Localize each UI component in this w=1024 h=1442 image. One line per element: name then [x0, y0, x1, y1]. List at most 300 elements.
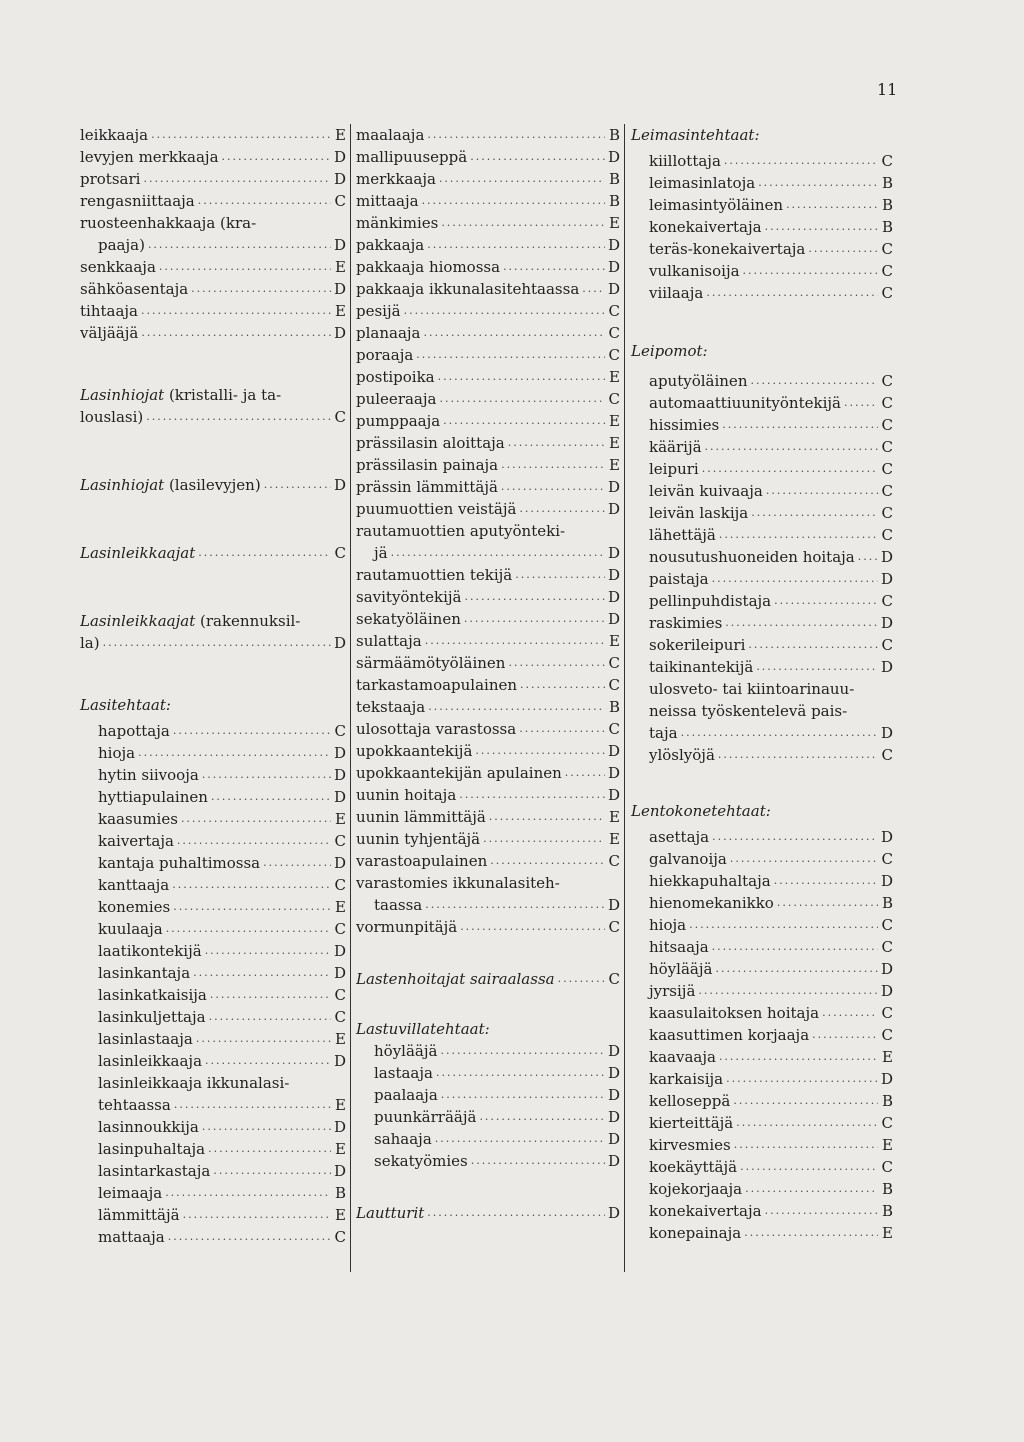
list-item [80, 918, 346, 940]
occupation-name: taja [649, 724, 678, 742]
leader-dots [715, 958, 878, 980]
occupation-name: ruosteenhakkaaja (kra- [80, 214, 257, 232]
section-entry: louslasi) ..... C [80, 406, 346, 428]
leader-dots [745, 1178, 878, 1200]
leader-dots [730, 848, 878, 870]
list-item [631, 502, 893, 524]
list-item [631, 370, 893, 392]
list-item [356, 762, 620, 784]
leader-dots [441, 212, 605, 234]
leader-dots [211, 786, 331, 808]
leader-dots [858, 546, 878, 568]
wage-class-code: E [335, 1096, 346, 1114]
leader-dots [702, 458, 878, 480]
leader-dots [822, 1002, 878, 1024]
page-number: 11 [877, 80, 898, 99]
list-item [631, 980, 893, 1002]
leader-dots [202, 764, 331, 786]
wage-class-code: D [881, 724, 893, 742]
wage-class-code: C [881, 416, 893, 434]
leader-dots [440, 1040, 605, 1062]
list-item [631, 1046, 893, 1068]
list-item [356, 366, 620, 388]
column-3 [631, 124, 893, 1244]
wage-class-code: E [335, 126, 346, 144]
occupation-name: rengasniittaaja [80, 192, 195, 210]
list-item [631, 700, 893, 722]
leader-dots [705, 436, 878, 458]
wage-class-code: E [609, 434, 620, 452]
leader-dots [423, 322, 605, 344]
list-item [356, 872, 620, 894]
list-item [631, 194, 893, 216]
list-item [356, 608, 620, 630]
wage-class-code: C [334, 722, 346, 740]
leader-dots [765, 216, 878, 238]
occupation-name: leivän kuivaaja [649, 482, 763, 500]
list-item [80, 764, 346, 786]
occupation-name: laatikontekijä [98, 942, 202, 960]
occupation-name: lasintarkastaja [98, 1162, 211, 1180]
wage-class-code: C [881, 1158, 893, 1176]
list-item [356, 718, 620, 740]
list-item [80, 720, 346, 742]
list-item [80, 124, 346, 146]
occupation-name: maalaaja [356, 126, 425, 144]
wage-class-code: C [881, 746, 893, 764]
wage-class-code: B [881, 196, 893, 214]
occupation-name: lasinlastaaja [98, 1030, 193, 1048]
list-item [356, 806, 620, 828]
wage-class-code: D [334, 744, 346, 762]
list-item [356, 278, 620, 300]
occupation-name: tekstaaja [356, 698, 426, 716]
list-item [631, 480, 893, 502]
list-item [631, 282, 893, 304]
leader-dots [712, 936, 878, 958]
occupation-name: lämmittäjä [98, 1206, 180, 1224]
list-item [631, 172, 893, 194]
list-item [356, 1062, 620, 1084]
list-item [80, 1072, 346, 1094]
occupation-name: lasinkatkaisija [98, 986, 207, 1004]
leader-dots [427, 234, 605, 256]
section-heading: Lentokonetehtaat: [631, 802, 771, 820]
occupation-name: konemies [98, 898, 171, 916]
list-item [631, 1024, 893, 1046]
leader-dots [213, 1160, 331, 1182]
list-item [80, 742, 346, 764]
list-item [356, 784, 620, 806]
list-item [80, 168, 346, 190]
list-item [80, 1160, 346, 1182]
wage-class-code: E [609, 632, 620, 650]
section-entry: Lasinhiojat (kristalli- ja ta- [80, 386, 282, 404]
occupation-name: hienomekanikko [649, 894, 774, 912]
occupation-name: kaasumies [98, 810, 178, 828]
wage-class-code: D [608, 742, 620, 760]
occupation-name: raskimies [649, 614, 723, 632]
occupation-name: kojekorjaaja [649, 1180, 743, 1198]
leader-dots [520, 674, 605, 696]
leader-dots [159, 256, 331, 278]
wage-class-code: D [608, 1086, 620, 1104]
wage-class-code: B [881, 894, 893, 912]
leader-dots [151, 124, 331, 146]
leader-dots [733, 1090, 878, 1112]
list-item [356, 476, 620, 498]
list-item [80, 146, 346, 168]
occupation-name: protsari [80, 170, 141, 188]
occupation-name: mattaaja [98, 1228, 165, 1246]
occupation-name: sulattaja [356, 632, 422, 650]
wage-class-code: E [609, 214, 620, 232]
list-item [356, 212, 620, 234]
wage-class-code: C [881, 1004, 893, 1022]
wage-class-code: D [608, 1108, 620, 1126]
list-item [356, 234, 620, 256]
leader-dots [740, 1156, 878, 1178]
list-item [80, 1006, 346, 1028]
list-item [631, 958, 893, 980]
occupation-name: kaavaaja [649, 1048, 716, 1066]
leader-dots [744, 1222, 878, 1244]
occupation-name: pakkaaja [356, 236, 425, 254]
occupation-name: lasinkantaja [98, 964, 191, 982]
wage-class-code: B [881, 1180, 893, 1198]
occupation-list [356, 124, 620, 938]
leader-dots [168, 1226, 331, 1248]
list-item [631, 678, 893, 700]
wage-class-code: C [881, 262, 893, 280]
occupation-name: galvanoija [649, 850, 727, 868]
leader-dots [515, 564, 605, 586]
list-item [356, 256, 620, 278]
list-item [80, 1094, 346, 1116]
wage-class-code: C [881, 372, 893, 390]
leader-dots [756, 656, 878, 678]
wage-class-code: E [335, 258, 346, 276]
leader-dots [173, 896, 331, 918]
occupation-name: automaattiuunityöntekijä [649, 394, 841, 412]
occupation-name: varastoapulainen [356, 852, 488, 870]
leader-dots [141, 322, 331, 344]
occupation-name: neissa työskentelevä pais- [649, 702, 848, 720]
list-item [80, 1050, 346, 1072]
list-item [356, 454, 620, 476]
occupation-name: väljääjä [80, 324, 139, 342]
wage-class-code: D [334, 788, 346, 806]
leader-dots [404, 300, 605, 322]
wage-class-code: D [334, 148, 346, 166]
column-divider [624, 124, 625, 1272]
occupation-name: sähköasentaja [80, 280, 189, 298]
wage-class-code: D [608, 148, 620, 166]
list-item [631, 414, 893, 436]
leader-dots [425, 894, 605, 916]
leader-dots [681, 722, 878, 744]
list-item [631, 870, 893, 892]
list-item [80, 234, 346, 256]
wage-class-code: C [881, 526, 893, 544]
occupation-name: pesijä [356, 302, 401, 320]
wage-class-code: C [881, 916, 893, 934]
leader-dots [138, 742, 331, 764]
occupation-name: konekaivertaja [649, 218, 762, 236]
list-item [356, 432, 620, 454]
list-item [356, 674, 620, 696]
wage-class-code: D [608, 896, 620, 914]
wage-class-code: C [881, 240, 893, 258]
leader-dots [719, 524, 878, 546]
wage-class-code: C [608, 720, 620, 738]
wage-class-code: E [882, 1224, 893, 1242]
list-item [356, 1128, 620, 1150]
list-item [80, 1028, 346, 1050]
wage-class-code: D [334, 766, 346, 784]
list-item [631, 568, 893, 590]
list-item [356, 1150, 620, 1172]
wage-class-code: D [608, 764, 620, 782]
list-item [631, 848, 893, 870]
leader-dots [172, 874, 331, 896]
leader-dots [428, 696, 605, 718]
occupation-name: paaja) [98, 236, 145, 254]
wage-class-code: C [608, 390, 620, 408]
wage-class-code: D [608, 566, 620, 584]
occupation-name: kaivertaja [98, 832, 174, 850]
occupation-name: postipoika [356, 368, 435, 386]
list-item [631, 722, 893, 744]
occupation-name: vormunpitäjä [356, 918, 458, 936]
leader-dots [263, 852, 331, 874]
occupation-name: teräs-konekaivertaja [649, 240, 806, 258]
leader-dots [736, 1112, 878, 1134]
leader-dots [808, 238, 878, 260]
list-item [356, 498, 620, 520]
occupation-name: uunin lämmittäjä [356, 808, 486, 826]
wage-class-code: B [608, 192, 620, 210]
wage-class-code: C [881, 394, 893, 412]
leader-dots [427, 124, 605, 146]
occupation-name: merkkaaja [356, 170, 436, 188]
wage-class-code: C [334, 920, 346, 938]
section-heading: Lasitehtaat: [80, 696, 171, 714]
occupation-name: lasinkuljettaja [98, 1008, 206, 1026]
list-item [356, 146, 620, 168]
leader-dots [193, 962, 331, 984]
occupation-name: paalaaja [374, 1086, 438, 1104]
wage-class-code: D [608, 544, 620, 562]
leader-dots [210, 984, 331, 1006]
leader-dots [435, 1128, 605, 1150]
occupation-name: hioja [98, 744, 136, 762]
wage-class-code: D [881, 570, 893, 588]
leader-dots [519, 718, 605, 740]
occupation-name: varastomies ikkunalasiteh- [356, 874, 560, 892]
occupation-name: leimaaja [98, 1184, 163, 1202]
wage-class-code: D [334, 964, 346, 982]
leader-dots [465, 586, 606, 608]
wage-class-code: D [608, 280, 620, 298]
occupation-name: leimasinlatoja [649, 174, 756, 192]
occupation-name: prässilasin aloittaja [356, 434, 505, 452]
wage-class-code: B [881, 1202, 893, 1220]
occupation-name: tihtaaja [80, 302, 138, 320]
wage-class-code: D [334, 236, 346, 254]
wage-class-code: E [609, 808, 620, 826]
occupation-name: mallipuuseppä [356, 148, 468, 166]
leader-dots [565, 762, 605, 784]
occupation-name: leikkaaja [80, 126, 149, 144]
wage-class-code: C [881, 482, 893, 500]
wage-class-code: C [334, 876, 346, 894]
occupation-name: upokkaantekijä [356, 742, 473, 760]
occupation-name: kelloseppä [649, 1092, 731, 1110]
occupation-name: mänkimies [356, 214, 439, 232]
list-item [631, 524, 893, 546]
occupation-name: lastaaja [374, 1064, 433, 1082]
leader-dots [508, 432, 605, 454]
occupation-name: hioja [649, 916, 687, 934]
leader-dots [726, 1068, 878, 1090]
list-item [631, 458, 893, 480]
list-item [356, 828, 620, 850]
wage-class-code: B [608, 126, 620, 144]
list-item [80, 322, 346, 344]
list-item [356, 586, 620, 608]
occupation-name: levyjen merkkaaja [80, 148, 219, 166]
occupation-list [631, 150, 893, 304]
wage-class-code: C [881, 438, 893, 456]
occupation-name: konepainaja [649, 1224, 742, 1242]
wage-class-code: E [882, 1048, 893, 1066]
occupation-name: sahaaja [374, 1130, 432, 1148]
occupation-name: hitsaaja [649, 938, 709, 956]
wage-class-code: C [881, 1114, 893, 1132]
leader-dots [443, 410, 605, 432]
list-item [356, 322, 620, 344]
section-entry: Lautturit ..... D [356, 1202, 620, 1224]
leader-dots [165, 1182, 331, 1204]
leader-dots [743, 260, 878, 282]
leader-dots [436, 1062, 605, 1084]
list-item [631, 634, 893, 656]
wage-class-code: B [334, 1184, 346, 1202]
list-item [80, 212, 346, 234]
section-entry: Lastenhoitajat sairaalassa ..... C [356, 968, 620, 990]
wage-class-code: C [881, 636, 893, 654]
occupation-name: pakkaaja ikkunalasitehtaassa [356, 280, 580, 298]
list-item [631, 1134, 893, 1156]
occupation-name: asettaja [649, 828, 710, 846]
list-item [631, 612, 893, 634]
occupation-name: sokerileipuri [649, 636, 746, 654]
list-item [631, 656, 893, 678]
occupation-list [631, 370, 893, 766]
wage-class-code: D [881, 872, 893, 890]
section-entry: la) ..... D [80, 632, 346, 654]
wage-class-code: D [608, 1042, 620, 1060]
leader-dots [202, 1116, 331, 1138]
list-item [356, 564, 620, 586]
occupation-name: kaasulaitoksen hoitaja [649, 1004, 820, 1022]
leader-dots [439, 388, 605, 410]
leader-dots [425, 630, 605, 652]
list-item [631, 1090, 893, 1112]
occupation-list [80, 124, 346, 344]
occupation-name: jä [374, 544, 388, 562]
wage-class-code: D [608, 786, 620, 804]
wage-class-code: D [881, 982, 893, 1000]
wage-class-code: C [608, 346, 620, 364]
list-item [356, 300, 620, 322]
wage-class-code: E [609, 412, 620, 430]
occupation-name: paistaja [649, 570, 709, 588]
occupation-name: hytin siivooja [98, 766, 199, 784]
occupation-name: lasinleikkaaja ikkunalasi- [98, 1074, 290, 1092]
list-item [80, 808, 346, 830]
leader-dots [712, 568, 878, 590]
column-1 [80, 124, 346, 1248]
leader-dots [471, 1150, 605, 1172]
wage-class-code: D [881, 548, 893, 566]
occupation-name: kierteittäjä [649, 1114, 734, 1132]
wage-class-code: E [335, 1030, 346, 1048]
list-item [80, 256, 346, 278]
occupation-name: lähettäjä [649, 526, 716, 544]
occupation-name: leipuri [649, 460, 699, 478]
wage-class-code: C [608, 654, 620, 672]
leader-dots [222, 146, 331, 168]
occupation-name: nousutushuoneiden hoitaja [649, 548, 855, 566]
wage-class-code: D [334, 1052, 346, 1070]
wage-class-code: D [608, 1130, 620, 1148]
wage-class-code: C [334, 1008, 346, 1026]
leader-dots [765, 1200, 878, 1222]
wage-class-code: C [608, 324, 620, 342]
section-heading: Leimasintehtaat: [631, 126, 760, 144]
occupation-name: puunkärrääjä [374, 1108, 477, 1126]
occupation-name: leimasintyöläinen [649, 196, 784, 214]
wage-class-code: C [334, 1228, 346, 1246]
leader-dots [483, 828, 605, 850]
leader-dots [174, 1094, 331, 1116]
occupation-name: hyttiapulainen [98, 788, 208, 806]
wage-class-code: D [608, 1064, 620, 1082]
leader-dots [777, 892, 878, 914]
list-item [356, 190, 620, 212]
occupation-name: lasinleikkaaja [98, 1052, 203, 1070]
list-item [631, 436, 893, 458]
list-item [631, 546, 893, 568]
leader-dots [441, 1084, 605, 1106]
leader-dots [141, 300, 331, 322]
occupation-name: konekaivertaja [649, 1202, 762, 1220]
wage-class-code: E [609, 830, 620, 848]
wage-class-code: D [608, 478, 620, 496]
occupation-name: aputyöläinen [649, 372, 748, 390]
leader-dots [501, 454, 605, 476]
leader-dots [582, 278, 605, 300]
column-divider [350, 124, 351, 1272]
list-item [356, 542, 620, 564]
wage-class-code: C [881, 850, 893, 868]
leader-dots [143, 168, 331, 190]
list-item [631, 216, 893, 238]
leader-dots [459, 784, 605, 806]
leader-dots [177, 830, 331, 852]
